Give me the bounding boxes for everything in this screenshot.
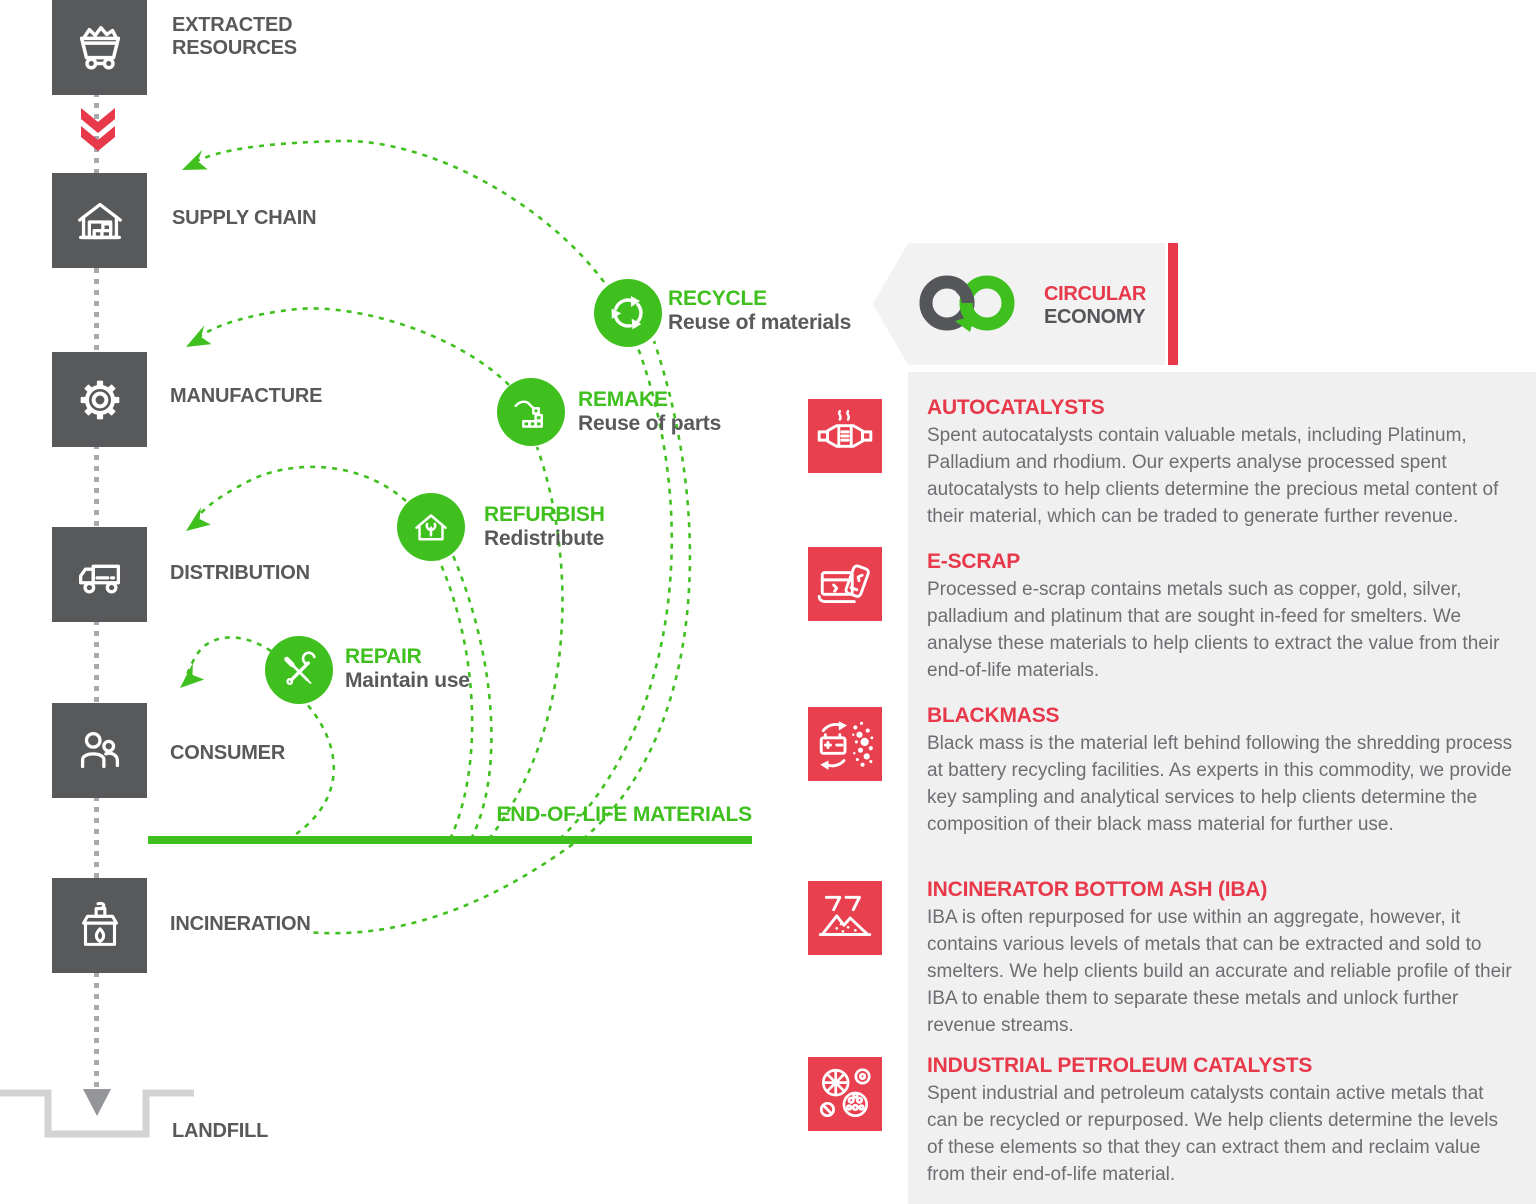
stage-box-supply-chain bbox=[52, 173, 147, 268]
blackmass-icon-box bbox=[808, 707, 882, 781]
stage-label-manufacture: MANUFACTURE bbox=[170, 385, 323, 407]
stage-label-landfill: LANDFILL bbox=[172, 1120, 269, 1142]
curve-remake-return bbox=[191, 308, 509, 385]
arrowhead-consumer bbox=[173, 663, 206, 695]
badge-red-bar bbox=[1168, 243, 1178, 365]
stage-label-supply-chain: SUPPLY CHAIN bbox=[172, 207, 317, 229]
escrap-body: Processed e-scrap contains metals such as copper, gold, silver, palladium and platinum that are sought in-feed for smelters. We analyse these materials to help clients to extract the value from their end-of-life materials. bbox=[927, 579, 1500, 681]
laptop-phone-icon bbox=[814, 553, 876, 615]
arrowhead-manufacture bbox=[181, 325, 213, 355]
curve-line-to-refurbish-2 bbox=[452, 553, 491, 839]
stage-label-consumer: CONSUMER bbox=[170, 742, 286, 764]
loop-label-repair: REPAIR bbox=[345, 645, 422, 668]
iba-heading: INCINERATOR BOTTOM ASH (IBA) bbox=[927, 878, 1268, 901]
autocatalysts-heading: AUTOCATALYSTS bbox=[927, 396, 1105, 419]
loop-sublabel-repair: Maintain use bbox=[345, 669, 470, 692]
battery-recycle-icon bbox=[814, 713, 876, 775]
blackmass-heading: BLACKMASS bbox=[927, 704, 1060, 727]
house-wrench-icon bbox=[408, 504, 454, 550]
loop-sublabel-refurbish: Redistribute bbox=[484, 527, 605, 550]
curve-line-to-refurbish-1 bbox=[439, 560, 472, 839]
loop-circle-recycle bbox=[594, 279, 662, 347]
people-icon bbox=[71, 722, 129, 780]
loop-circle-repair bbox=[265, 636, 333, 704]
autocatalysts-icon-box bbox=[808, 399, 882, 473]
ash-pile-icon bbox=[814, 887, 876, 949]
recycle-icon bbox=[606, 291, 650, 335]
stage-box-incineration bbox=[52, 878, 147, 973]
curve-repair-return bbox=[185, 637, 271, 685]
gear-icon bbox=[71, 371, 129, 429]
iba-icon-box bbox=[808, 881, 882, 955]
catalyst-pellets-icon bbox=[814, 1063, 876, 1125]
stage-box-extracted-resources bbox=[52, 0, 147, 95]
red-chevron-down-icon bbox=[78, 106, 118, 154]
escrap-heading: E-SCRAP bbox=[927, 550, 1021, 573]
loop-label-remake: REMAKE bbox=[578, 388, 668, 411]
landfill-arrow-icon bbox=[83, 1089, 111, 1116]
loop-label-recycle: RECYCLE bbox=[668, 287, 767, 310]
end-of-life-label: END-OF-LIFE MATERIALS bbox=[496, 803, 752, 826]
petroleum-catalysts-icon-box bbox=[808, 1057, 882, 1131]
autocatalysts-body: Spent autocatalysts contain valuable metals, including Platinum, Palladium and rhodium. Our experts analyse processed spent autocatalysts to help clients determine the precious metal content of their material, which can be traded to generate further revenue. bbox=[927, 425, 1499, 527]
curve-refurbish-return bbox=[191, 467, 406, 528]
stage-box-consumer bbox=[52, 703, 147, 798]
stage-label-distribution: DISTRIBUTION bbox=[170, 562, 310, 584]
petroleum-catalysts-body: Spent industrial and petroleum catalysts contain active metals that can be recycled or repurposed. We help clients determine the levels of these elements so that they can extract them and reclaim value from their end-of-life material. bbox=[927, 1083, 1499, 1185]
stage-label-incineration: INCINERATION bbox=[170, 913, 311, 935]
hand-blocks-icon bbox=[508, 389, 554, 435]
escrap-icon-box bbox=[808, 547, 882, 621]
catalytic-converter-icon bbox=[814, 405, 876, 467]
arrowhead-supply-chain bbox=[178, 150, 210, 178]
truck-icon bbox=[71, 546, 129, 604]
stage-box-distribution bbox=[52, 527, 147, 622]
loop-sublabel-recycle: Reuse of materials bbox=[668, 311, 852, 334]
infinity-loop-icon bbox=[913, 266, 1033, 340]
loop-circle-refurbish bbox=[397, 493, 465, 561]
stage-label-extracted-resources: EXTRACTED RESOURCES bbox=[172, 14, 297, 59]
petroleum-catalysts-heading: INDUSTRIAL PETROLEUM CATALYSTS bbox=[927, 1054, 1313, 1077]
badge-title-line2: ECONOMY bbox=[1044, 306, 1146, 328]
loop-sublabel-remake: Reuse of parts bbox=[578, 412, 722, 435]
badge-title-line1: CIRCULAR bbox=[1044, 283, 1147, 305]
loop-circle-remake bbox=[497, 378, 565, 446]
iba-body: IBA is often repurposed for use within an aggregate, however, it contains various levels of metals that can be extracted and sold to smelters. We help clients build an accurate and reliable profile of their IBA to enable them to separate these metals and unlock further revenue streams. bbox=[927, 907, 1512, 1036]
stage-box-manufacture bbox=[52, 352, 147, 447]
blackmass-body: Black mass is the material left behind following the shredding process at battery recycling facilities. As experts in this commodity, we provide key sampling and analytical services to help clients determine the composition of their black mass material for further use. bbox=[927, 733, 1513, 835]
end-of-life-line bbox=[148, 836, 752, 844]
loop-label-refurbish: REFURBISH bbox=[484, 503, 605, 526]
warehouse-icon bbox=[71, 192, 129, 250]
curve-line-to-incineration bbox=[307, 844, 573, 933]
arrowhead-distribution bbox=[180, 507, 213, 538]
curve-line-to-repair bbox=[287, 703, 334, 840]
crossed-tools-icon bbox=[276, 647, 322, 693]
mine-cart-icon bbox=[71, 19, 129, 77]
incinerator-icon bbox=[71, 897, 129, 955]
